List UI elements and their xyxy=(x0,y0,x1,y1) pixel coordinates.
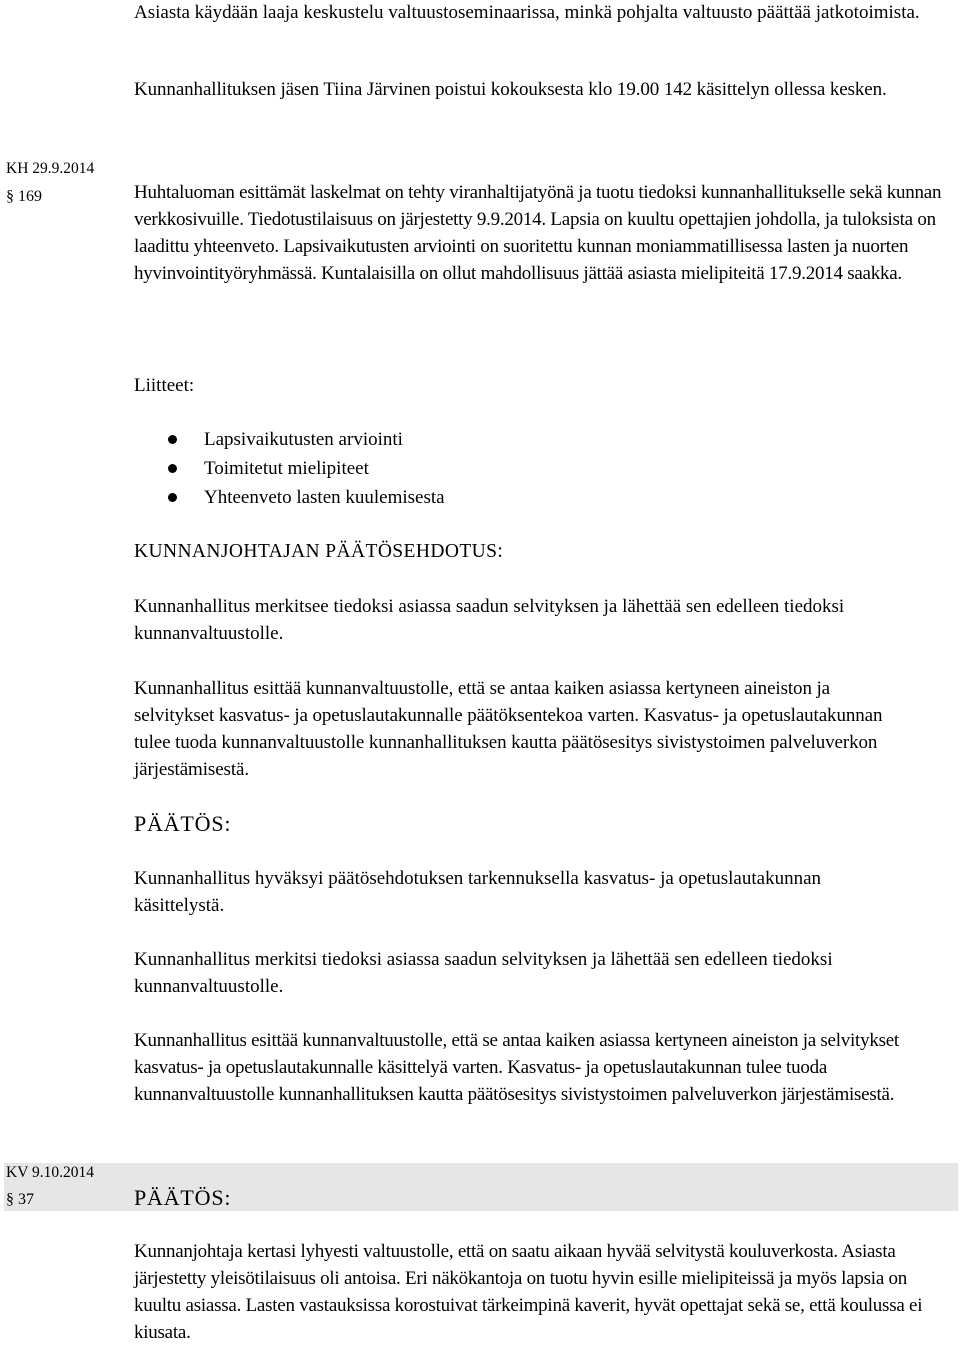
bullet-icon xyxy=(168,464,177,473)
attachment-label: Lapsivaikutusten arviointi xyxy=(204,429,403,450)
decision-paragraph-2: Kunnanhallitus merkitsi tiedoksi asiassa saadun selvityksen ja lähettää sen edelleen tiedoksi kunnanvaltuustolle. xyxy=(134,949,833,997)
bullet-icon xyxy=(168,493,177,502)
intro-paragraph-1: Asiasta käydään laaja keskustelu valtuustoseminaarissa, minkä pohjalta valtuusto päättää jatkotoimista. xyxy=(134,2,920,23)
kv-section-number: § 37 xyxy=(6,1191,34,1208)
intro-paragraph-2: Kunnanhallituksen jäsen Tiina Järvinen poistui kokouksesta klo 19.00 142 käsittelyn ollessa kesken. xyxy=(134,79,887,100)
proposal-paragraph-2: Kunnanhallitus esittää kunnanvaltuustolle, että se antaa kaiken asiassa kertyneen aineiston ja selvitykset kasvatus- ja opetuslautakunnalle päätöksentekoa varten. Kasvatus- ja opetuslautakunnan tulee tuoda kunnanvaltuustolle kunnanhallituksen kautta päätösesitys sivistystoimen palveluverkon järjestämisestä. xyxy=(134,678,883,780)
section-169-text: Huhtaluoman esittämät laskelmat on tehty viranhaltijatyönä ja tuotu tiedoksi kunnanhallitukselle sekä kunnan verkkosivuille. Tiedotustilaisuus on järjestetty 9.9.2014. Lapsia on kuultu opettajien johdolla, ja tuloksista on laadittu yhteenveto. Lapsivaikutusten arviointi on suoritettu kunnan moniammatillisessa lasten ja nuorten hyvinvointityöryhmässä. Kuntalaisilla on ollut mahdollisuus jättää asiasta mielipiteitä 17.9.2014 saakka. xyxy=(134,182,942,284)
attachment-item xyxy=(134,483,445,512)
bullet-icon xyxy=(168,435,177,444)
proposal-paragraph-1: Kunnanhallitus merkitsee tiedoksi asiassa saadun selvityksen ja lähettää sen edelleen tiedoksi kunnanvaltuustolle. xyxy=(134,596,845,644)
attachments-label: Liitteet: xyxy=(134,375,195,396)
kh-meeting-date: KH 29.9.2014 xyxy=(6,160,95,177)
decision-heading: PÄÄTÖS: xyxy=(134,811,232,836)
kh-section-number: § 169 xyxy=(6,188,42,205)
proposal-heading: KUNNANJOHTAJAN PÄÄTÖSEHDOTUS: xyxy=(134,541,504,562)
attachment-label: Yhteenveto lasten kuulemisesta xyxy=(204,487,445,508)
decision-paragraph-1: Kunnanhallitus hyväksyi päätösehdotuksen tarkennuksella kasvatus- ja opetuslautakunnan käsittelystä. xyxy=(134,868,822,916)
kv-decision-text: Kunnanjohtaja kertasi lyhyesti valtuustolle, että on saatu aikaan hyvää selvitystä kouluverkosta. Asiasta järjestetty yleisötilaisuus oli antoisa. Eri näkökantoja on tuotu hyvin esille mielipiteissä ja myös lapsia on kuultu asiassa. Lasten vastauksissa korostuivat tärkeimpinä kaverit, hyvät opettajat sekä se, että koulussa ei kiusata. xyxy=(134,1241,923,1343)
kv-meeting-date: KV 9.10.2014 xyxy=(6,1164,94,1181)
attachment-label: Toimitetut mielipiteet xyxy=(204,458,369,479)
attachments-list xyxy=(134,425,445,512)
kv-decision-heading: PÄÄTÖS: xyxy=(134,1185,232,1210)
attachment-item xyxy=(134,425,445,454)
attachment-item xyxy=(134,454,445,483)
decision-paragraph-3: Kunnanhallitus esittää kunnanvaltuustolle, että se antaa kaiken asiassa kertyneen aineiston ja selvitykset kasvatus- ja opetuslautakunnalle käsittelyä varten. Kasvatus- ja opetuslautakunnan tulee tuoda kunnanvaltuustolle kunnanhallituksen kautta päätösesitys sivistystoimen palveluverkon järjestämisestä. xyxy=(134,1030,899,1105)
